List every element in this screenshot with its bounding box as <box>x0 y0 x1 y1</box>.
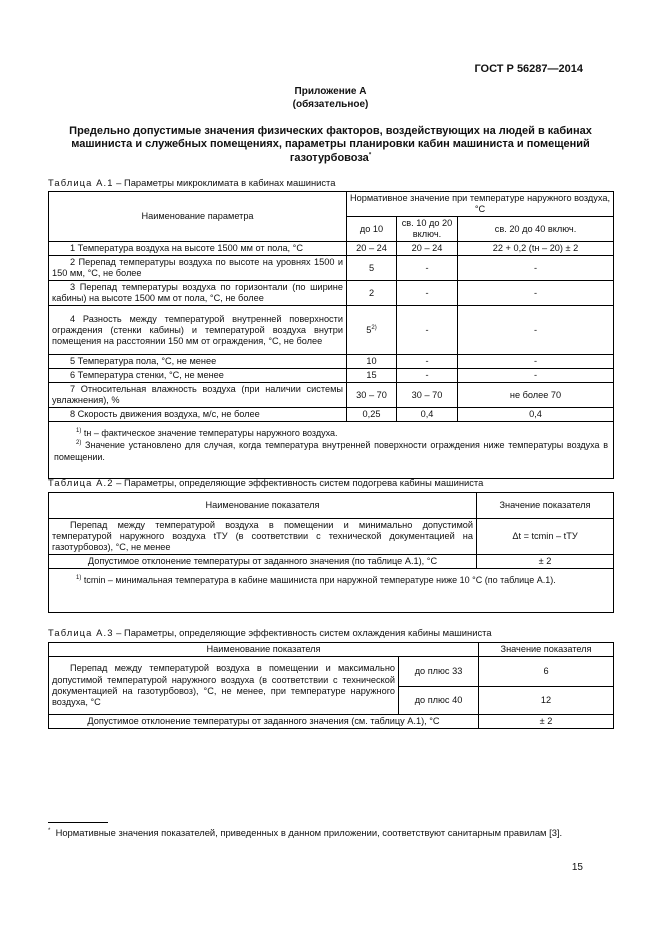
note-mark: 2) <box>371 324 377 331</box>
table3-caption-text: – Параметры, определяющие эффективность систем охлаждения кабины машиниста <box>113 627 492 638</box>
row-value: - <box>397 306 458 355</box>
row-value: ± 2 <box>479 715 614 729</box>
table2-notes <box>49 569 614 613</box>
row-value: 5 <box>347 256 397 281</box>
table1-subheader: св. 20 до 40 включ. <box>458 217 614 242</box>
table3-label: Таблица А.3 <box>48 627 114 638</box>
row-value: 15 <box>347 369 397 383</box>
row-value: - <box>458 306 614 355</box>
row-name: Перепад между температурой воздуха в помещении и максимально допустимой температурой наружного воздуха (в соответствии с технической документацией на газотурбовоз), °С, не менее, при температуре наружного воздуха, °С <box>49 657 399 715</box>
table-row <box>49 355 614 369</box>
row-name: 8 Скорость движения воздуха, м/с, не более <box>49 408 347 422</box>
table-row <box>49 555 614 569</box>
row-value: 20 – 24 <box>347 242 397 256</box>
table1-note-1 <box>54 428 608 440</box>
table1-header-param: Наименование параметра <box>49 192 347 242</box>
table2-header-name: Наименование показателя <box>49 493 477 519</box>
row-value: 22 + 0,2 (tн – 20) ± 2 <box>458 242 614 256</box>
note-mark: 1) <box>76 428 82 435</box>
row-name: 6 Температура стенки, °С, не менее <box>49 369 347 383</box>
row-name: 1 Температура воздуха на высоте 1500 мм от пола, °С <box>49 242 347 256</box>
table2-label: Таблица А.2 <box>48 477 114 488</box>
table2-note <box>54 575 608 587</box>
row-condition: до плюс 33 <box>399 657 479 687</box>
table2-header-value: Значение показателя <box>477 493 614 519</box>
footnote <box>48 826 613 839</box>
row-value: 0,4 <box>397 408 458 422</box>
footnote-divider <box>48 822 108 823</box>
table1-subheader: до 10 <box>347 217 397 242</box>
row-condition: до плюс 40 <box>399 687 479 715</box>
row-value: - <box>458 355 614 369</box>
table3-caption <box>48 627 492 638</box>
table-row <box>49 369 614 383</box>
row-value: - <box>397 256 458 281</box>
row-name: 3 Перепад температуры воздуха по горизонтали (по ширине кабины) на высоте 1500 мм от пола, °С, не более <box>49 281 347 306</box>
row-name: Перепад между температурой воздуха в помещении и минимально допустимой температурой наружного воздуха tТУ (в соответствии с технической документацией на газотурбовоз), °С, не менее <box>49 519 477 555</box>
page-title-text: Предельно допустимые значения физических факторов, воздействующих на людей в кабинах машиниста и служебных помещениях, параметры планировки кабин машиниста и помещений газотурбовоза <box>69 125 592 164</box>
row-value: 6 <box>479 657 614 687</box>
annex-title: Приложение А <box>294 86 367 97</box>
table1-header-norm: Нормативное значение при температуре наружного воздуха, °С <box>347 192 614 217</box>
table1-note-2 <box>54 440 608 463</box>
row-value: 0,25 <box>347 408 397 422</box>
row-name: 5 Температура пола, °С, не менее <box>49 355 347 369</box>
row-value: - <box>458 369 614 383</box>
row-value: - <box>397 281 458 306</box>
table2-caption <box>48 477 483 488</box>
table3-header-value: Значение показателя <box>479 643 614 657</box>
row-value-text: 5 <box>366 324 372 335</box>
note-mark: 2) <box>76 440 82 447</box>
table-row <box>49 242 614 256</box>
annex-heading <box>0 86 661 111</box>
row-value: - <box>397 369 458 383</box>
row-value: 20 – 24 <box>397 242 458 256</box>
row-value: 12 <box>479 687 614 715</box>
row-value: 30 – 70 <box>397 383 458 408</box>
row-value: 10 <box>347 355 397 369</box>
annex-status: (обязательное) <box>292 98 369 110</box>
row-value: Δt = tсmin – tТУ <box>477 519 614 555</box>
table-row <box>49 519 614 555</box>
row-name: 4 Разность между температурой внутренней поверхности ограждения (стенки кабины) и температурой воздуха внутри помещения на расстоянии 150 мм от ограждения, °С, не более <box>49 306 347 355</box>
row-name: 2 Перепад температуры воздуха по высоте на уровнях 1500 и 150 мм, °С, не более <box>49 256 347 281</box>
table-row <box>49 256 614 281</box>
table1-caption-text: – Параметры микроклимата в кабинах машиниста <box>113 177 336 188</box>
note-text: tсmin – минимальная температура в кабине машиниста при наружной температуре ниже 10 °С (по таблице А.1). <box>83 575 556 586</box>
table-row <box>49 715 614 729</box>
table1-caption <box>48 177 335 188</box>
table-row <box>49 306 614 355</box>
note-text: Значение установлено для случая, когда температура внутренней поверхности ограждения ниже температуры воздуха в помещении. <box>54 440 609 462</box>
table-row <box>49 383 614 408</box>
table-row <box>49 408 614 422</box>
row-value: - <box>397 355 458 369</box>
table1-label: Таблица А.1 <box>48 177 114 188</box>
row-value: - <box>458 281 614 306</box>
table3-header-name: Наименование показателя <box>49 643 479 657</box>
table1 <box>48 191 614 479</box>
page-number: 15 <box>571 862 583 873</box>
note-mark: 1) <box>76 575 82 582</box>
title-footnote-mark: * <box>368 152 372 159</box>
table-row <box>49 281 614 306</box>
row-value: не более 70 <box>458 383 614 408</box>
row-value: ± 2 <box>477 555 614 569</box>
table-row <box>49 657 614 687</box>
page-title <box>48 125 613 165</box>
table1-notes <box>49 422 614 479</box>
row-name: 7 Относительная влажность воздуха (при наличии системы увлажнения), % <box>49 383 347 408</box>
row-value <box>347 306 397 355</box>
row-value: - <box>458 256 614 281</box>
row-name: Допустимое отклонение температуры от заданного значения (см. таблицу А.1), °С <box>49 715 479 729</box>
note-text: tн – фактическое значение температуры наружного воздуха. <box>83 428 338 439</box>
standard-header: ГОСТ Р 56287—2014 <box>474 63 583 75</box>
table1-subheader: св. 10 до 20 включ. <box>397 217 458 242</box>
row-name: Допустимое отклонение температуры от заданного значения (по таблице А.1), °С <box>49 555 477 569</box>
row-value: 0,4 <box>458 408 614 422</box>
row-value: 30 – 70 <box>347 383 397 408</box>
footnote-text: Нормативные значения показателей, приведенных в данном приложении, соответствуют санитарным правилам [3]. <box>55 827 563 838</box>
table2 <box>48 492 614 613</box>
table2-caption-text: – Параметры, определяющие эффективность систем подогрева кабины машиниста <box>113 477 484 488</box>
footnote-mark: * <box>48 827 51 834</box>
table3 <box>48 642 614 729</box>
row-value: 2 <box>347 281 397 306</box>
